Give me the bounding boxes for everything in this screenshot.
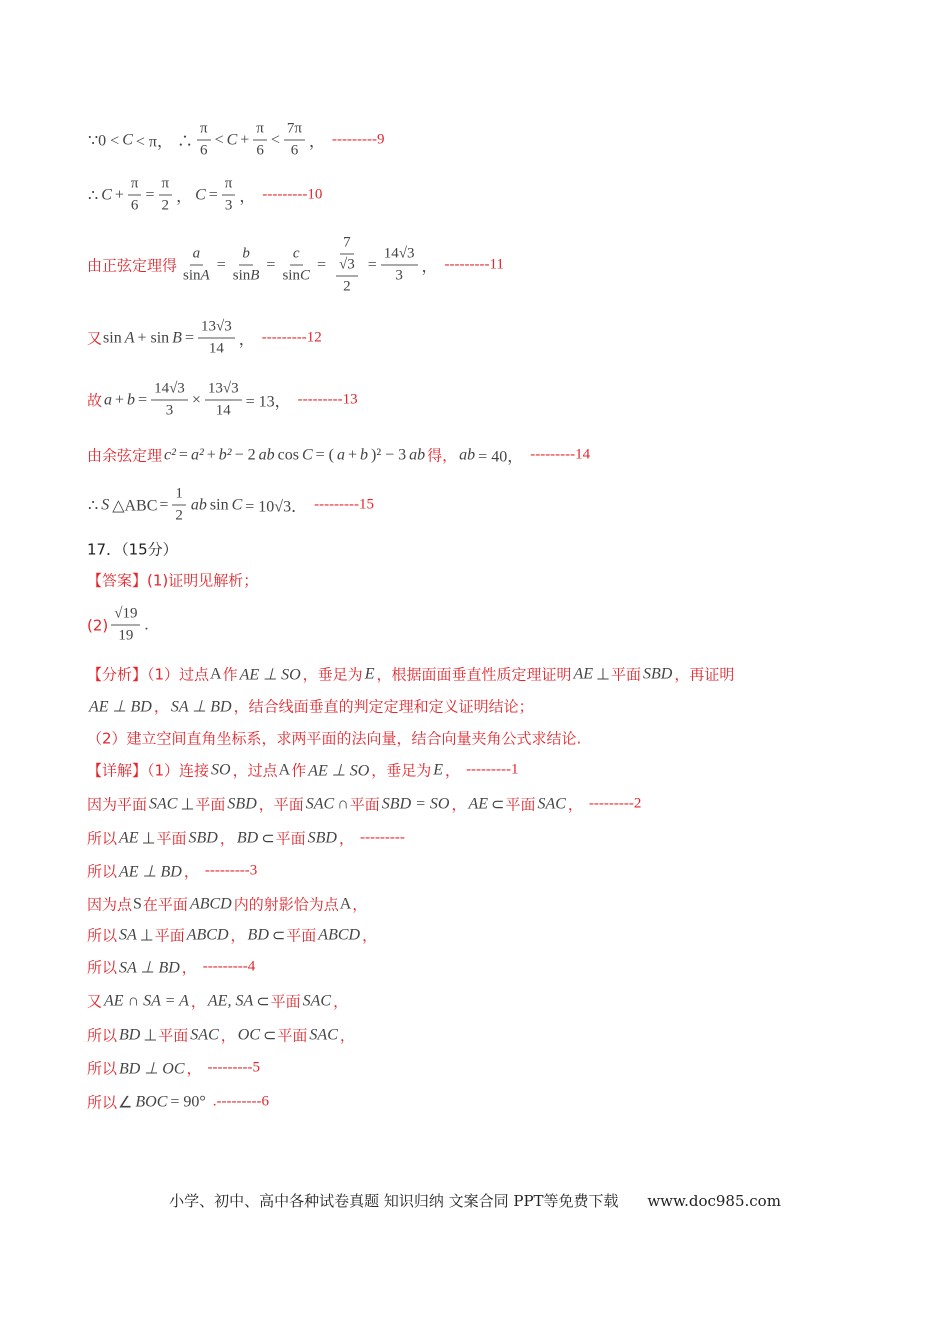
text-cn: 平面 <box>158 1026 189 1045</box>
text-cn: 平面 <box>154 926 185 945</box>
numerator <box>336 257 358 277</box>
math-text: √19 <box>114 605 138 622</box>
math-var: C <box>301 446 313 463</box>
text-cn: 平面 <box>349 795 380 814</box>
numerator <box>222 176 236 196</box>
math-text: sin <box>183 267 201 284</box>
solution-line <box>87 794 641 815</box>
score-marker: .---------6 <box>212 1093 269 1110</box>
math-var: C <box>231 496 243 513</box>
math-text: S <box>133 895 142 912</box>
text-cn: ，平面 <box>258 795 304 814</box>
math-text: 6 <box>130 197 139 214</box>
text-cn: 平面 <box>277 1026 308 1045</box>
text-cn: ，垂足为 <box>371 761 432 780</box>
math-text: ⊂ <box>261 830 275 847</box>
fraction <box>279 246 313 285</box>
math-text: ， <box>176 188 193 206</box>
text-cn: 所以 <box>87 1059 118 1078</box>
math-text: = 40， <box>478 448 524 466</box>
text-cn: ，再证明 <box>674 665 735 684</box>
math-text: < <box>270 131 280 148</box>
score-marker: ---------13 <box>297 391 358 408</box>
math-text: ⊥ <box>180 796 195 813</box>
score-marker: ---------2 <box>588 795 642 812</box>
text-cn: 在平面 <box>142 895 188 914</box>
math-text: < π， ∴ <box>135 133 193 151</box>
text-cn: 【分析】（1）过点 <box>87 665 210 684</box>
math-text: π <box>199 120 208 137</box>
solution-line <box>87 861 257 882</box>
math-var: B <box>172 329 182 346</box>
text-cn: 平面 <box>286 926 317 945</box>
math-var: ABCD <box>189 895 232 912</box>
math-var: b <box>242 245 250 262</box>
fraction <box>197 121 211 160</box>
math-text: + <box>114 186 124 203</box>
math-var: ABCD <box>318 926 361 943</box>
solution-line <box>87 991 348 1012</box>
text-cn: 所以 <box>87 862 118 881</box>
math-text: . <box>144 616 149 633</box>
math-var: E <box>433 761 444 778</box>
text-cn: ， <box>352 895 368 914</box>
math-var: SBD <box>642 665 673 682</box>
text-cn: 内的射影恰为点 <box>233 895 339 914</box>
fraction <box>180 246 213 285</box>
text-cn: 故 <box>87 391 103 410</box>
denominator <box>330 255 364 296</box>
math-text: π <box>161 175 170 192</box>
math-text: )² − 3 <box>371 446 407 463</box>
score-marker: ---------14 <box>530 446 591 463</box>
text-cn: 由正弦定理得 <box>87 256 178 275</box>
math-text: ⊥ <box>143 1027 158 1044</box>
math-var: ABCD <box>186 926 229 943</box>
math-var: AE <box>119 829 139 846</box>
text-cn: ， <box>183 862 199 881</box>
math-text: = <box>145 186 155 203</box>
text-cn: 所以 <box>87 958 118 977</box>
math-var: ab <box>409 446 426 463</box>
math-text: ∩ <box>337 795 349 812</box>
footer-url[interactable]: www.doc985.com <box>647 1192 781 1210</box>
text-cn: 所以 <box>87 829 118 848</box>
math-var: ab <box>258 446 275 463</box>
math-text: + <box>347 446 357 463</box>
text-cn: 由余弦定理 <box>87 446 163 465</box>
numerator <box>340 235 354 255</box>
math-text: < <box>214 131 224 148</box>
math-text: ⊂ <box>491 796 505 813</box>
denominator <box>163 401 177 420</box>
math-text: = ( <box>315 446 334 463</box>
math-var: SBD = SO <box>381 795 450 812</box>
math-text: = <box>316 256 327 273</box>
solution-line <box>87 444 590 467</box>
denominator <box>159 196 173 215</box>
text-cn: ， <box>219 829 235 848</box>
score-marker: ---------9 <box>332 131 385 148</box>
math-text: ∴ <box>88 187 99 204</box>
math-var: C <box>101 186 112 203</box>
math-text: sin <box>232 267 251 284</box>
math-text: ⊂ <box>263 1027 277 1044</box>
text-cn: ， <box>190 992 206 1011</box>
math-var: SO <box>211 761 231 778</box>
math-text: 6 <box>200 142 208 159</box>
text-cn: ， <box>333 992 349 1011</box>
math-var: b² <box>218 446 232 463</box>
math-text: = <box>216 256 226 273</box>
math-text: = <box>266 256 276 273</box>
denominator <box>253 141 267 160</box>
math-var: SAC <box>190 1026 219 1043</box>
math-text: 1 <box>175 485 183 502</box>
fraction <box>198 319 235 358</box>
math-var: ab <box>459 446 476 463</box>
solution-line <box>87 925 377 946</box>
math-var: a <box>336 446 345 463</box>
math-text: ∠ <box>118 1094 133 1111</box>
numerator <box>111 606 140 626</box>
math-var: AE ∩ SA = A <box>104 992 189 1009</box>
denominator <box>222 196 236 215</box>
math-text: 3 <box>395 267 403 284</box>
math-var: SA ⊥ BD <box>170 698 232 715</box>
math-text: ⊂ <box>271 927 286 944</box>
math-text: 13√3 <box>207 380 239 397</box>
math-text: 6 <box>256 142 264 159</box>
math-var: BD <box>236 829 259 846</box>
solution-line <box>87 486 374 525</box>
math-var: BD <box>119 1026 141 1043</box>
text-cn: ， <box>445 761 461 780</box>
math-var: C <box>226 131 238 148</box>
text-cn: 因为点 <box>87 895 133 914</box>
text-cn: 平面 <box>195 795 226 814</box>
score-marker: ---------3 <box>204 862 258 879</box>
math-text: √3 <box>339 256 355 273</box>
denominator <box>115 626 136 645</box>
math-var: ab <box>190 496 207 513</box>
text-cn: ， <box>338 829 354 848</box>
score-marker: ---------10 <box>262 186 323 203</box>
math-text: π <box>224 175 233 192</box>
math-var: C <box>195 186 206 203</box>
solution-line <box>87 606 149 645</box>
math-var: C <box>122 131 133 148</box>
math-var: SA <box>119 926 137 943</box>
text-cn: 因为平面 <box>87 795 148 814</box>
math-var: a² <box>190 446 204 463</box>
math-var: AE, SA <box>207 992 254 1009</box>
numerator <box>381 246 418 266</box>
text-cn: 平面 <box>156 829 187 848</box>
math-var: b <box>360 446 368 463</box>
math-text: − 2 <box>234 446 256 463</box>
math-text: ⊥ <box>139 927 154 944</box>
numerator <box>159 176 173 196</box>
solution-line <box>87 1058 260 1079</box>
numerator <box>253 121 267 141</box>
math-var: C <box>299 267 310 284</box>
math-text: = <box>367 256 377 273</box>
solution-line <box>87 760 519 781</box>
math-var: A <box>124 329 135 346</box>
text-cn: 【答案】(1)证明见解析； <box>87 571 259 590</box>
text-cn: 平面 <box>505 795 536 814</box>
math-var: E <box>364 665 375 682</box>
math-var: SA ⊥ BD <box>119 959 180 976</box>
math-text: = <box>178 446 188 463</box>
math-text: 7 <box>343 234 351 251</box>
text-cn: 又 <box>87 992 103 1011</box>
text-cn: ， <box>567 795 583 814</box>
math-text: ， <box>239 188 256 206</box>
math-var: BD <box>247 926 269 943</box>
text-cn: ， <box>339 1026 355 1045</box>
math-text: + <box>206 446 216 463</box>
math-text: ∵0 < <box>88 132 120 149</box>
numerator <box>198 319 235 339</box>
math-var: BOC <box>135 1093 168 1110</box>
numerator <box>151 381 188 401</box>
math-text: A <box>278 761 291 778</box>
footer-text: 小学、初中、高中各种试卷真题 知识归纳 文案合同 PPT等免费下载 <box>169 1192 619 1210</box>
math-text: 2 <box>175 507 183 524</box>
score-marker: --------- <box>359 829 405 846</box>
fraction <box>128 176 142 215</box>
math-text: ， <box>238 331 255 349</box>
solution-line <box>87 828 405 849</box>
text-cn: ， <box>451 795 467 814</box>
text-cn: 又 <box>87 329 103 348</box>
denominator <box>340 277 354 296</box>
denominator <box>213 401 234 420</box>
solution-line <box>87 728 581 749</box>
solution-line <box>87 235 504 296</box>
fraction <box>330 235 364 296</box>
denominator <box>172 506 186 525</box>
math-var: S <box>101 496 110 513</box>
math-text: sin <box>103 329 122 346</box>
fraction <box>336 257 358 296</box>
math-text: 13√3 <box>200 318 232 335</box>
math-text: 2 <box>343 278 351 295</box>
solution-line <box>87 121 384 160</box>
denominator <box>392 266 406 285</box>
math-var: AE ⊥ BD <box>89 698 152 715</box>
fraction <box>284 121 305 160</box>
text-cn: ， <box>186 1059 202 1078</box>
text-cn: 平面 <box>610 665 641 684</box>
solution-line <box>87 894 367 915</box>
math-text: × <box>191 391 201 408</box>
math-text: ⊂ <box>256 993 270 1010</box>
math-var: OC <box>237 1026 260 1043</box>
denominator <box>288 141 302 160</box>
text-cn: ， <box>230 926 246 945</box>
math-text: 3 <box>224 197 233 214</box>
math-var: a <box>192 245 201 262</box>
score-marker: ---------1 <box>466 761 519 778</box>
solution-line <box>87 664 734 685</box>
score-marker: ---------15 <box>314 496 375 513</box>
text-cn: ， <box>153 697 169 716</box>
numerator <box>284 121 305 141</box>
numerator <box>190 246 204 266</box>
text-cn: 平面 <box>270 992 301 1011</box>
text-cn: ， <box>220 1026 236 1045</box>
math-text: A <box>339 895 352 912</box>
numerator <box>172 486 186 506</box>
math-var: B <box>250 267 260 284</box>
solution-line <box>87 696 534 717</box>
fraction <box>230 246 263 285</box>
text-cn: （2）建立空间直角坐标系，求两平面的法向量，结合向量夹角公式求结论. <box>87 729 582 748</box>
fraction <box>159 176 173 215</box>
numerator <box>197 121 211 141</box>
math-var: AE ⊥ SO <box>308 762 370 779</box>
denominator <box>180 266 213 285</box>
math-var: BD ⊥ OC <box>119 1060 185 1077</box>
math-text: = 90° <box>170 1093 206 1110</box>
math-text: ， <box>308 133 325 151</box>
numerator <box>205 381 242 401</box>
solution-line <box>87 957 255 978</box>
solution-line <box>87 381 358 420</box>
text-cn: ，垂足为 <box>302 665 363 684</box>
fraction <box>222 176 236 215</box>
solution-line <box>87 539 178 560</box>
text-cn: (2) <box>87 616 109 634</box>
math-text: = 10√3． <box>245 498 308 516</box>
math-text: A <box>210 665 222 682</box>
score-marker: ---------11 <box>444 256 504 273</box>
text-cn: 所以 <box>87 926 118 945</box>
math-text: 7π <box>286 120 302 137</box>
score-marker: ---------5 <box>207 1059 260 1076</box>
text-cn: 所以 <box>87 1026 118 1045</box>
math-text: cos <box>277 446 299 463</box>
math-var: SBD <box>307 829 337 846</box>
fraction <box>381 246 418 285</box>
footer <box>0 1190 950 1211</box>
math-text: 14√3 <box>154 380 185 397</box>
fraction <box>111 606 140 645</box>
math-text: 19 <box>118 627 134 644</box>
denominator <box>279 266 313 285</box>
denominator <box>197 141 211 160</box>
score-marker: ---------4 <box>202 958 256 975</box>
text-cn: 所以 <box>87 1093 118 1112</box>
text-cn: ，过点 <box>232 761 278 780</box>
math-text: + <box>115 391 125 408</box>
math-text: π <box>256 120 264 137</box>
math-var: SAC <box>305 795 335 812</box>
text-cn: 平面 <box>275 829 306 848</box>
math-var: c² <box>164 446 176 463</box>
math-text: ， <box>421 258 438 276</box>
numerator <box>128 176 142 196</box>
solution-line <box>87 1025 355 1046</box>
math-text: π <box>130 175 139 192</box>
math-text: ⊥ <box>141 830 156 847</box>
math-text: △ABC <box>112 497 158 514</box>
math-var: A <box>200 267 210 284</box>
text-cn: ， <box>362 926 378 945</box>
text: 17．（15分） <box>87 540 178 559</box>
score-marker: ---------12 <box>261 329 322 346</box>
text-cn: 作 <box>291 761 307 780</box>
numerator <box>239 246 253 266</box>
solution-line <box>87 570 258 591</box>
math-text: 14√3 <box>383 245 415 262</box>
denominator <box>128 196 142 215</box>
math-var: SAC <box>309 1026 338 1043</box>
math-text: 14 <box>215 402 231 419</box>
math-text: = 13， <box>245 393 291 411</box>
math-var: AE <box>468 795 489 812</box>
math-text: = <box>138 391 148 408</box>
math-text: sin <box>282 267 300 284</box>
text-cn: 得， <box>427 446 458 465</box>
math-var: b <box>127 391 136 408</box>
numerator <box>290 246 303 266</box>
math-var: a <box>104 391 113 408</box>
math-text: 2 <box>161 197 170 214</box>
math-var: AE <box>573 665 594 682</box>
math-text: = <box>159 496 169 513</box>
denominator <box>230 266 263 285</box>
fraction <box>151 381 188 420</box>
math-var: c <box>292 245 300 262</box>
math-text: + sin <box>137 329 170 346</box>
math-var: AE ⊥ SO <box>239 666 301 683</box>
fraction <box>205 381 242 420</box>
math-var: SAC <box>149 795 178 812</box>
text-cn: 【详解】（1）连接 <box>87 761 210 780</box>
math-text: sin <box>209 496 229 513</box>
solution-line <box>87 1092 269 1113</box>
math-var: SBD <box>227 795 257 812</box>
fraction <box>172 486 186 525</box>
math-text: = <box>184 329 194 346</box>
text-cn: 作 <box>222 665 238 684</box>
solution-line <box>87 176 322 215</box>
math-text: ∴ <box>88 497 99 514</box>
math-var: SAC <box>537 795 566 812</box>
text-cn: ，根据面面垂直性质定理证明 <box>376 665 572 684</box>
math-text: 3 <box>165 402 174 419</box>
math-text: 6 <box>290 142 299 159</box>
math-text: ⊥ <box>596 666 610 683</box>
math-text: + <box>240 131 250 148</box>
math-var: AE ⊥ BD <box>119 863 182 880</box>
text-cn: ， <box>181 958 197 977</box>
math-text: = <box>208 186 218 203</box>
math-text: 14 <box>208 340 224 357</box>
solution-line <box>87 319 322 358</box>
math-var: SAC <box>302 992 332 1009</box>
text-cn: ，结合线面垂直的判定定理和定义证明结论； <box>233 697 534 716</box>
math-var: SBD <box>188 829 218 846</box>
fraction <box>253 121 267 160</box>
denominator <box>206 339 227 358</box>
